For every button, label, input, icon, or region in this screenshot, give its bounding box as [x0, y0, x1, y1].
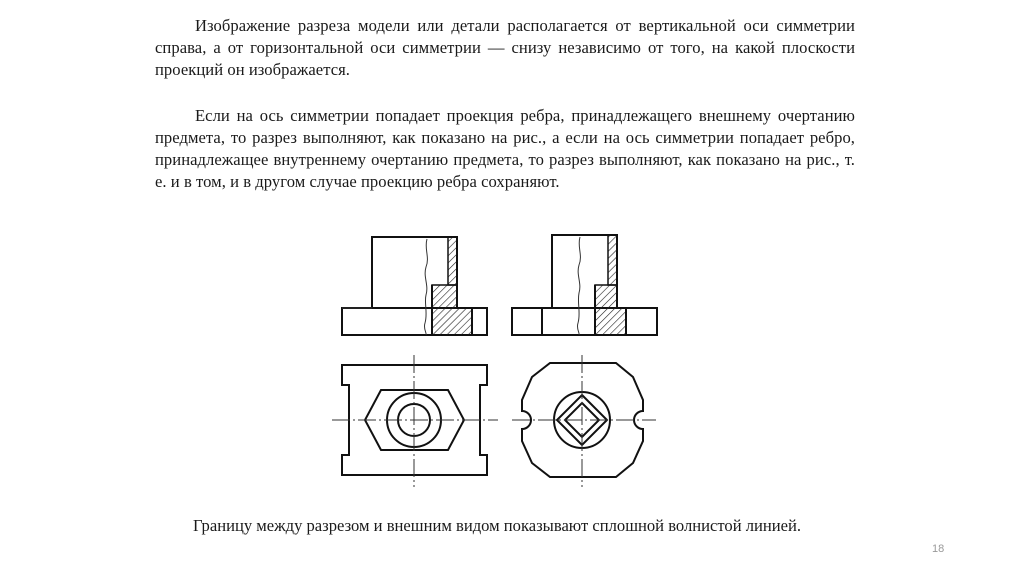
drawing-svg	[330, 225, 670, 495]
front-view-right	[512, 235, 657, 335]
top-view-left	[332, 355, 498, 487]
page-number: 18	[932, 543, 945, 555]
paragraph-rib-projection: Если на ось симметрии попадает проекция ребра, принадлежащего внешнему очертанию предмета, то разрез выполняют, как показано на рис., а если на ось симметрии попадает ребро, принадлежащее внутреннему очертанию предмета, то разрез выполняют, как показано на рис., т. е. и в том, и в другом случае проекцию ребра сохраняют.	[155, 106, 855, 191]
top-view-right	[512, 355, 656, 487]
caption-wavy-line: Границу между разрезом и внешним видом показывают сплошной волнистой линией.	[193, 516, 802, 535]
front-view-left	[342, 237, 487, 335]
paragraph-section-placement: Изображение разреза модели или детали располагается от вертикальной оси симметрии справа, а от горизонтальной оси симметрии — снизу независимо от того, на какой плоскости проекций он изображается.	[155, 16, 855, 79]
technical-drawing-figures	[330, 225, 670, 495]
